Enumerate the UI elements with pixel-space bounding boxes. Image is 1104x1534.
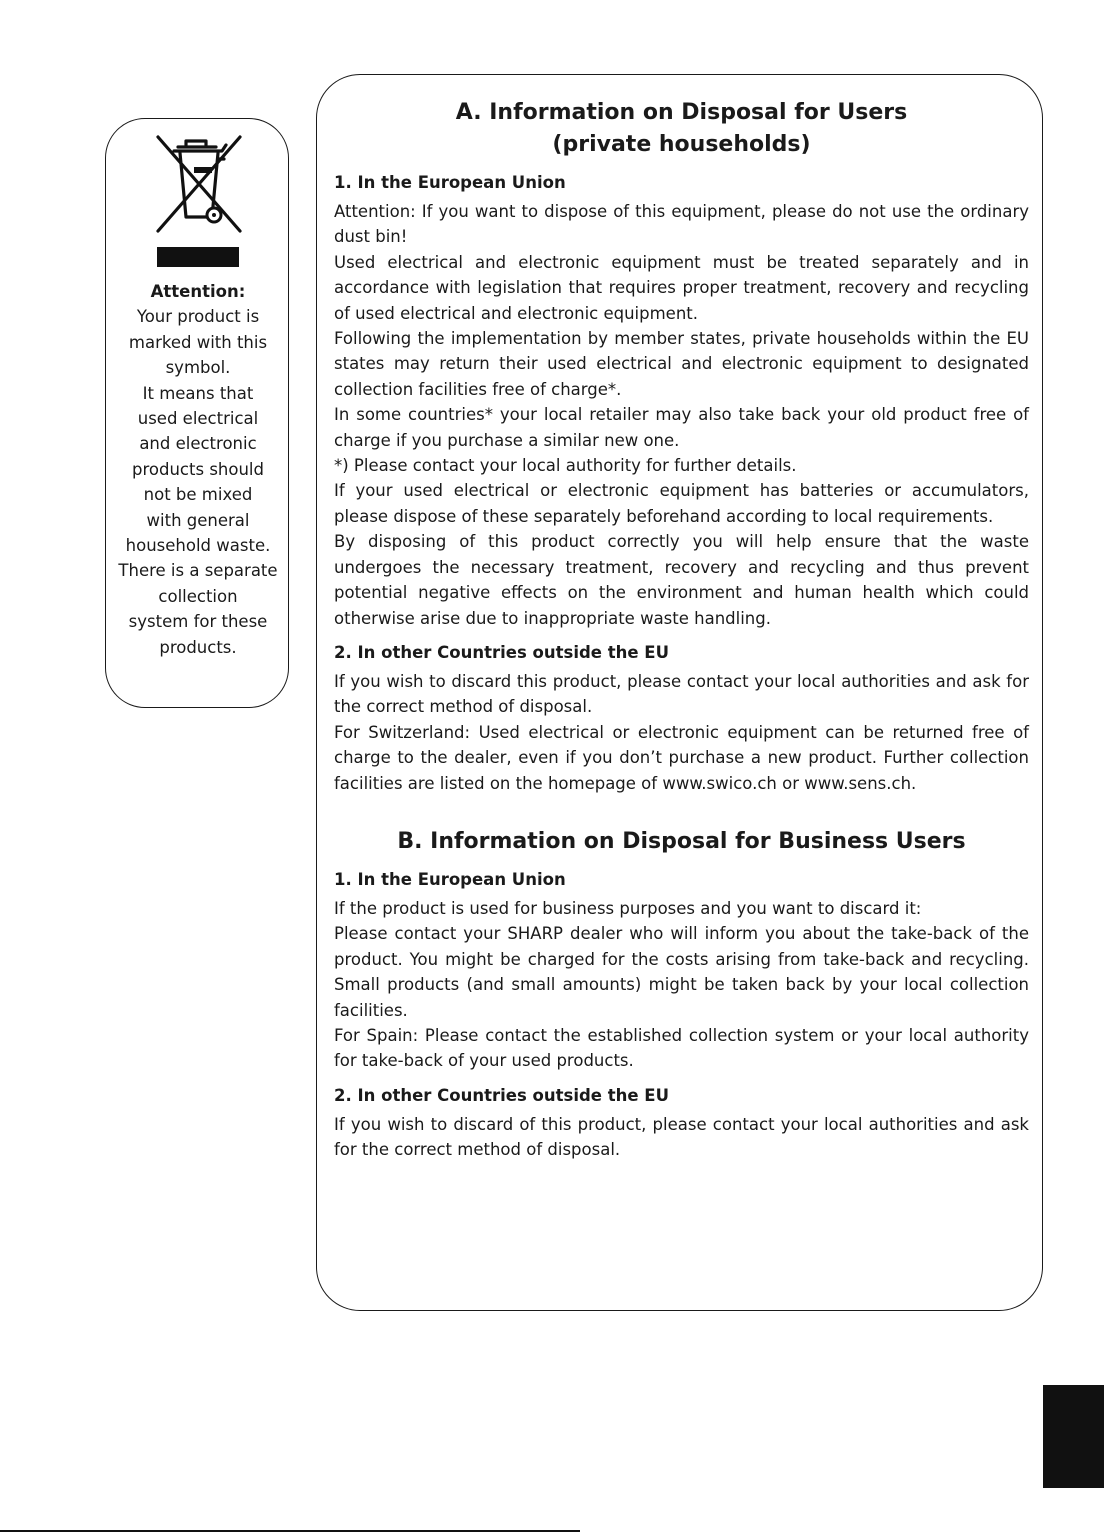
disposal-info-box	[316, 74, 1043, 1311]
paragraph: If the product is used for business purposes and you want to discard it:	[334, 898, 922, 918]
section-a-title	[334, 97, 1029, 161]
page-tab-marker	[1043, 1385, 1104, 1488]
section-b-other-heading: 2. In other Countries outside the EU	[334, 1085, 669, 1105]
section-a-title-line1: A. Information on Disposal for Users	[455, 100, 908, 125]
bottom-rule	[0, 1530, 580, 1532]
paragraph: Please contact your SHARP dealer who will inform you about the take-back of the product. You might be charged for the costs arising from take-back and recycling. Small products (and small amounts) might be taken back by your local collection facilities.	[334, 924, 1029, 1020]
side-notice-body: Your product is marked with this symbol. It means that used electrical and electronic products should not be mixed with general household waste. There is a separate collection system for these products.	[118, 307, 278, 657]
section-a-title-line2: (private households)	[552, 132, 811, 157]
section-a-eu-heading: 1. In the European Union	[334, 173, 566, 192]
paragraph: Attention: If you want to dispose of this equipment, please do not use the ordinary dust bin!	[334, 202, 1029, 247]
section-b-eu-heading: 1. In the European Union	[334, 869, 566, 889]
paragraph: Following the implementation by member states, private households within the EU states may return their used electrical and electronic equipment to designated collection facilities free of charge*.	[334, 329, 1029, 399]
paragraph: If you wish to discard this product, please contact your local authorities and ask for the correct method of disposal.	[334, 671, 1029, 717]
paragraph: *) Please contact your local authority for further details.	[334, 456, 797, 476]
weee-notice-box	[105, 118, 289, 708]
paragraph: In some countries* your local retailer may also take back your old product free of charge if you purchase a similar new one.	[334, 405, 1029, 450]
symbol-bar	[157, 247, 239, 267]
paragraph: If you wish to discard of this product, please contact your local authorities and ask for the correct method of disposal.	[334, 1114, 1029, 1160]
section-b-title: B. Information on Disposal for Business Users	[397, 828, 966, 854]
paragraph: If your used electrical or electronic equipment has batteries or accumulators, please dispose of these separately beforehand according to local requirements.	[334, 481, 1029, 526]
paragraph: By disposing of this product correctly you will help ensure that the waste undergoes the necessary treatment, recovery and recycling and thus prevent potential negative effects on the environment and human health which could otherwise arise due to inappropriate waste handling.	[334, 532, 1029, 628]
paragraph: Used electrical and electronic equipment must be treated separately and in accordance with legislation that requires proper treatment, recovery and recycling of used electrical and electronic equipment.	[334, 252, 1029, 323]
crossed-out-wheelie-bin-icon	[148, 127, 246, 235]
paragraph: For Switzerland: Used electrical or electronic equipment can be returned free of charge to the dealer, even if you don’t purchase a new product. Further collection facilities are listed on the homepage of www.swico.ch or www.sens.ch.	[334, 722, 1029, 793]
attention-label: Attention:	[150, 282, 246, 301]
section-a-other-heading: 2. In other Countries outside the EU	[334, 642, 669, 662]
paragraph: For Spain: Please contact the established collection system or your local authority for take-back of your used products.	[334, 1025, 1029, 1071]
side-notice-text	[106, 279, 290, 660]
